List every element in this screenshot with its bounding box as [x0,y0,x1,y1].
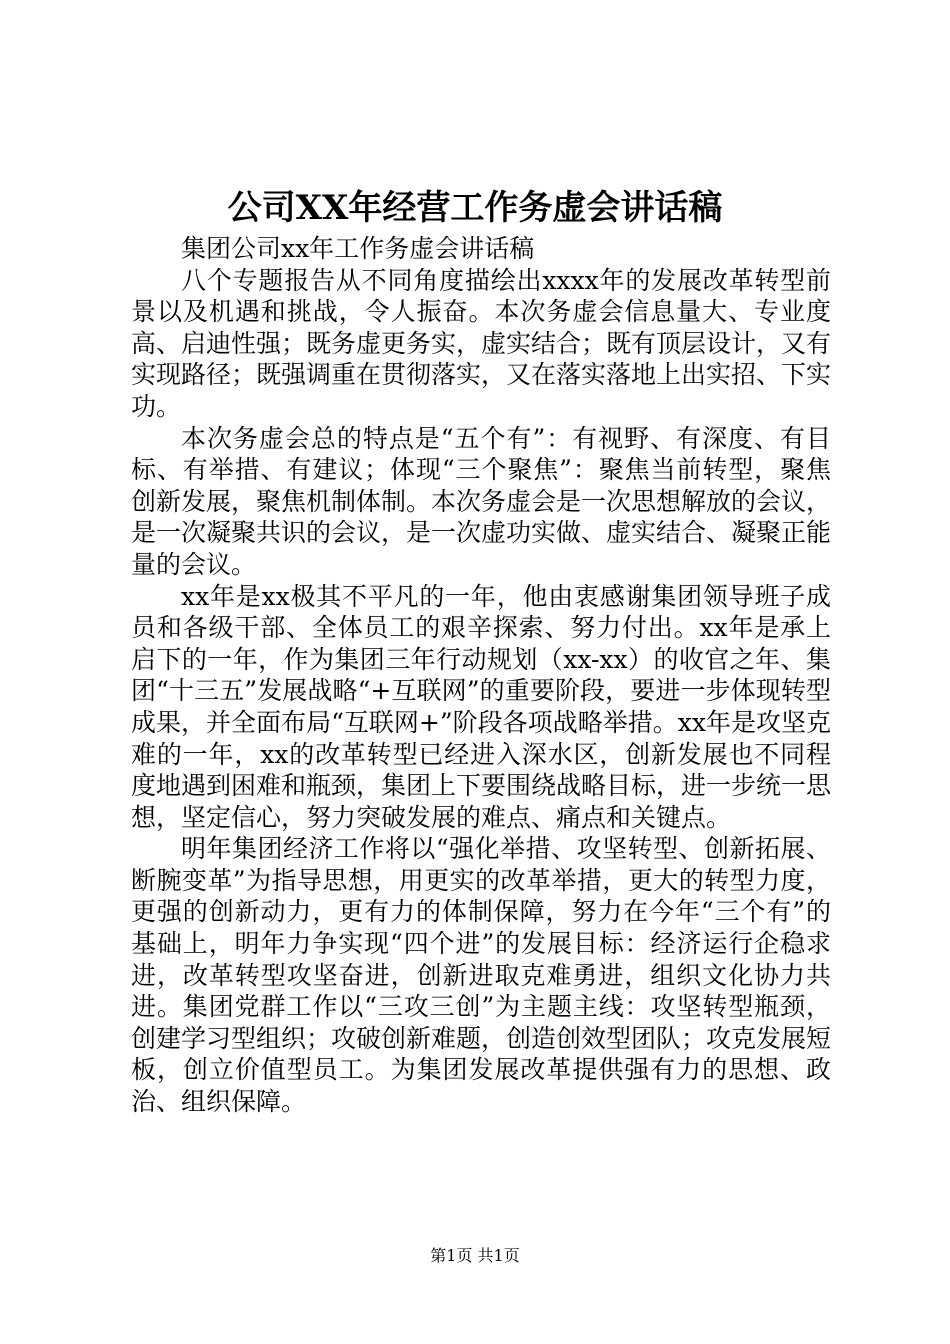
document-body [131,233,831,1118]
paragraph-2: 本次务虚会总的特点是“五个有”：有视野、有深度、有目标、有举措、有建议；体现“三个聚焦”：聚焦当前转型，聚焦创新发展，聚焦机制体制。本次务虚会是一次思想解放的会议，是一次凝聚共识的会议，是一次虚功实做、虚实结合、凝聚正能量的会议。 [131,423,832,579]
paragraph-subtitle: 集团公司xx年工作务虚会讲话稿 [181,234,535,263]
page-footer: 第1页 共1页 [430,1246,520,1265]
paragraph-3: xx年是xx极其不平凡的一年，他由衷感谢集团领导班子成员和各级干部、全体员工的艰辛探索、努力付出。xx年是承上启下的一年，作为集团三年行动规划（xx-xx）的收官之年、集团“十三五”发展战略“+互联网”的重要阶段，要进一步体现转型成果，并全面布局“互联网+”阶段各项战略举措。xx年是攻坚克难的一年，xx的改革转型已经进入深水区，创新发展也不同程度地遇到困难和瓶颈，集团上下要围绕战略目标，进一步统一思想，坚定信心，努力突破发展的难点、痛点和关键点。 [131,581,832,832]
document-title: 公司XX年经营工作务虚会讲话稿 [227,188,723,228]
paragraph-4: 明年集团经济工作将以“强化举措、攻坚转型、创新拓展、断腕变革”为指导思想，用更实的改革举措，更大的转型力度，更强的创新动力，更有力的体制保障，努力在今年“三个有”的基础上，明年力争实现“四个进”的发展目标：经济运行企稳求进，改革转型攻坚奋进，创新进取克难勇进，组织文化协力共进。集团党群工作以“三攻三创”为主题主线：攻坚转型瓶颈，创建学习型组织；攻破创新难题，创造创效型团队；攻克发展短板，创立价值型员工。为集团发展改革提供强有力的思想、政治、组织保障。 [131,834,832,1117]
paragraph-1: 八个专题报告从不同角度描绘出xxxx年的发展改革转型前景以及机遇和挑战，令人振奋。本次务虚会信息量大、专业度高、启迪性强；既务虚更务实，虚实结合；既有顶层设计，又有实现路径；既强调重在贯彻落实，又在落实落地上出实招、下实功。 [131,265,832,421]
